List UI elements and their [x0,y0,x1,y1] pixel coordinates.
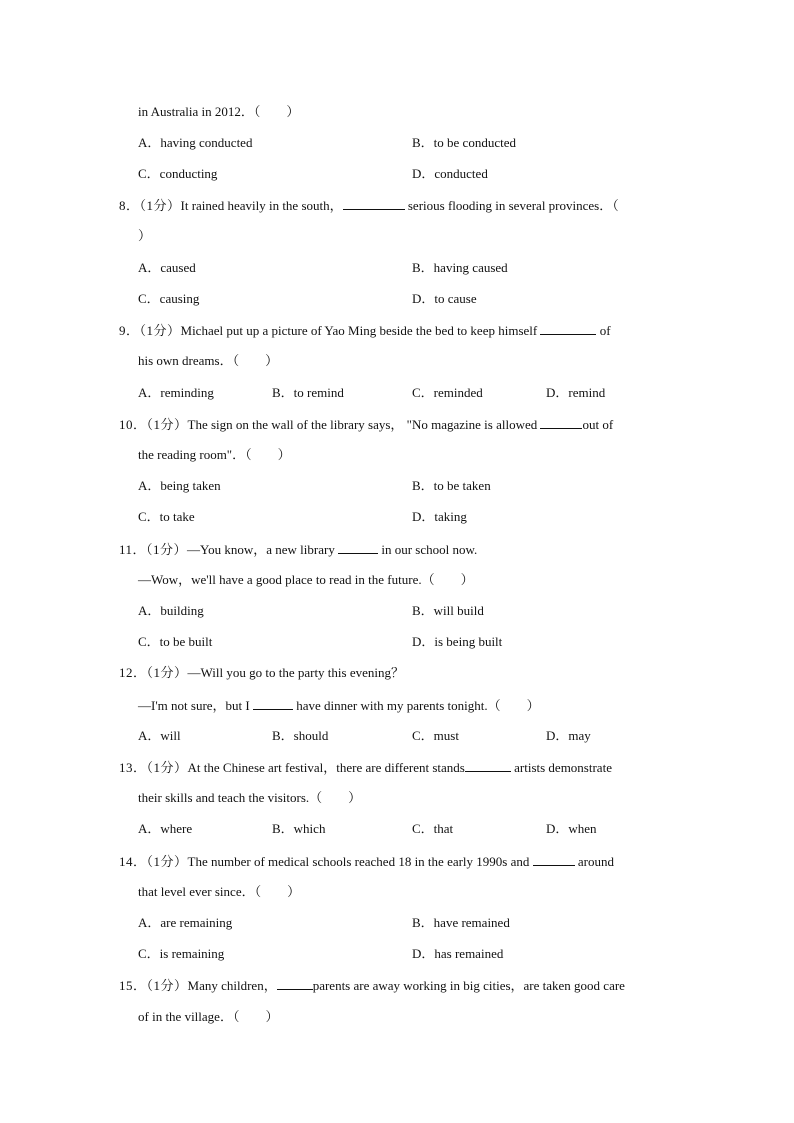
q10-option-a[interactable] [138,478,221,494]
q8-option-a[interactable] [138,260,196,276]
q8-stem-b: serious flooding in several provinces．（ [404,198,619,213]
q11-option-c[interactable] [138,634,212,650]
q10-stem-a: The sign on the wall of the library says， "No magazine is allowed [187,417,538,432]
option-text: when [568,821,597,836]
q12-stem-b-text: —I'm not sure，but I [138,698,250,713]
option-label: A． [138,603,161,618]
option-label: A． [138,478,161,493]
q7-option-b[interactable] [412,135,516,151]
q9-option-c[interactable] [412,385,483,401]
q11-option-b[interactable] [412,603,484,619]
q14-option-c[interactable] [138,946,224,962]
option-text: to take [159,509,195,524]
option-text: must [433,728,459,743]
q8-stem-c: ） [138,228,152,243]
q12-stem-c: have dinner with my parents tonight.（ ） [293,698,540,713]
q15-stem [119,977,625,994]
option-label: A． [138,821,161,836]
q12-stem-a: —Will you go to the party this evening？ [187,665,404,680]
option-label: C． [138,291,160,306]
option-text: building [160,603,204,618]
option-label: C． [138,166,160,181]
q13-option-c[interactable] [412,821,453,837]
option-text: conducting [159,166,218,181]
q15-stem-b: parents are away working in big cities，are taken good care [312,978,625,993]
q12-stem [119,665,404,681]
q11-stem-c: —Wow，we'll have a good place to read in the future.（ ） [138,572,474,587]
q14-stem [119,853,614,870]
option-label: D． [412,509,435,524]
q7-option-d[interactable] [412,166,488,182]
option-label: B． [272,728,294,743]
question-number: 11．（1分） [119,542,188,557]
question-number: 15．（1分） [119,978,188,993]
option-label: D． [546,728,569,743]
q14-stem-c: that level ever since．（ ） [138,884,301,899]
option-label: C． [412,385,434,400]
option-label: A． [138,260,161,275]
q14-stem-a: The number of medical schools reached 18 in the early 1990s and [187,854,530,869]
option-label: A． [138,385,161,400]
option-text: caused [160,260,196,275]
q11-stem [119,541,477,558]
q13-stem-b: artists demonstrate [510,760,612,775]
q14-option-b[interactable] [412,915,510,931]
q13-option-b[interactable] [272,821,325,837]
q10-option-b[interactable] [412,478,491,494]
option-label: B． [412,915,434,930]
option-text: remind [568,385,606,400]
answer-blank[interactable] [338,541,378,554]
q8-option-d[interactable] [412,291,477,307]
q14-option-d[interactable] [412,946,503,962]
q10-option-c[interactable] [138,509,195,525]
option-label: B． [272,821,294,836]
question-number: 12．（1分） [119,665,188,680]
option-text: to remind [293,385,344,400]
q9-stem-b: of [596,323,611,338]
option-text: to cause [434,291,477,306]
q15-stem-a: Many children， [187,978,277,993]
option-label: B． [412,478,434,493]
option-label: B． [272,385,294,400]
option-text: reminding [160,385,214,400]
answer-blank[interactable] [343,197,405,210]
q13-option-a[interactable] [138,821,192,837]
q10-stem [119,416,613,433]
q11-option-d[interactable] [412,634,502,650]
q10-option-d[interactable] [412,509,467,525]
option-label: C． [138,634,160,649]
q13-stem-c: their skills and teach the visitors.（ ） [138,790,362,805]
q9-option-b[interactable] [272,385,344,401]
q9-stem-a: Michael put up a picture of Yao Ming beside the bed to keep himself [180,323,538,338]
answer-blank[interactable] [540,322,596,335]
q8-stem-a: It rained heavily in the south， [180,198,343,213]
q12-option-c[interactable] [412,728,459,744]
q11-option-a[interactable] [138,603,204,619]
option-text: where [160,821,193,836]
option-text: taking [434,509,467,524]
answer-blank[interactable] [253,697,293,710]
option-label: D． [412,166,435,181]
answer-blank[interactable] [465,759,511,772]
q9-stem [119,322,611,339]
q12-option-b[interactable] [272,728,328,744]
q14-option-a[interactable] [138,915,232,931]
option-text: having caused [433,260,508,275]
q14-stem-b: around [574,854,614,869]
q11-stem-a: —You know，a new library [187,542,335,557]
option-label: D． [546,821,569,836]
option-text: are remaining [160,915,233,930]
question-number: 8．（1分） [119,198,181,213]
answer-blank[interactable] [533,853,575,866]
option-text: have remained [433,915,510,930]
q12-option-a[interactable] [138,728,181,744]
option-text: has remained [434,946,504,961]
option-label: A． [138,915,161,930]
option-text: being taken [160,478,221,493]
option-label: C． [138,509,160,524]
option-label: B． [412,603,434,618]
option-label: C． [412,821,434,836]
option-text: having conducted [160,135,253,150]
q7-option-c[interactable] [138,166,217,182]
option-label: D． [412,946,435,961]
question-number: 14．（1分） [119,854,188,869]
q7-stem-tail: in Australia in 2012．（ ） [138,104,300,119]
answer-blank[interactable] [540,416,582,429]
option-text: that [433,821,454,836]
option-text: reminded [433,385,483,400]
q10-stem-c: the reading room"．（ ） [138,447,291,462]
q8-option-c[interactable] [138,291,199,307]
q7-option-a[interactable] [138,135,252,151]
question-number: 13．（1分） [119,760,188,775]
q12-stem-b [138,697,540,714]
q8-stem [119,197,619,214]
option-text: to be taken [433,478,491,493]
option-label: B． [412,260,434,275]
option-label: C． [138,946,160,961]
q15-stem-c: of in the village．（ ） [138,1009,279,1024]
q13-stem-a: At the Chinese art festival，there are different stands [187,760,465,775]
q13-option-d[interactable] [546,821,597,837]
q9-stem-c: his own dreams．（ ） [138,353,279,368]
option-text: conducted [434,166,488,181]
q10-stem-b: out of [582,417,614,432]
answer-blank[interactable] [277,977,313,990]
option-text: should [293,728,329,743]
option-label: D． [412,291,435,306]
option-text: will build [433,603,484,618]
option-label: B． [412,135,434,150]
option-text: may [568,728,591,743]
option-text: to be built [159,634,213,649]
option-label: C． [412,728,434,743]
question-number: 9．（1分） [119,323,181,338]
option-text: causing [159,291,200,306]
q9-option-d[interactable] [546,385,605,401]
q8-option-b[interactable] [412,260,508,276]
option-label: D． [546,385,569,400]
option-label: D． [412,634,435,649]
option-text: which [293,821,326,836]
option-text: to be conducted [433,135,516,150]
option-label: A． [138,135,161,150]
q12-option-d[interactable] [546,728,591,744]
option-label: A． [138,728,161,743]
question-number: 10．（1分） [119,417,188,432]
option-text: is remaining [159,946,225,961]
q11-stem-b: in our school now. [378,542,478,557]
q13-stem [119,759,612,776]
option-text: will [160,728,181,743]
option-text: is being built [434,634,503,649]
q9-option-a[interactable] [138,385,214,401]
